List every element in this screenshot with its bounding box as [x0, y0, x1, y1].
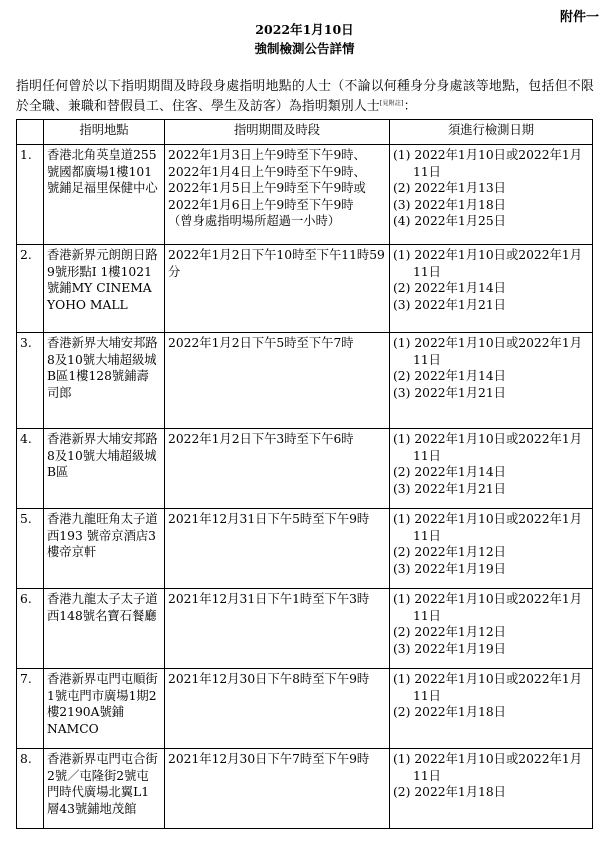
location-cell: 香港新界大埔安邦路8及10號大埔超級城B區1樓128號鋪壽司郎 — [44, 333, 165, 429]
period-cell — [165, 669, 390, 749]
period-line: 2022年1月2日下午5時至下午7時 — [168, 336, 354, 350]
test-date-item: (2) 2022年1月14日 — [393, 369, 506, 383]
testing-table — [16, 119, 593, 829]
test-date-item: (3) 2022年1月18日 — [393, 197, 506, 212]
test-date-item: (3) 2022年1月21日 — [393, 297, 506, 312]
header-test-dates: 須進行檢測日期 — [390, 120, 593, 145]
test-date-item: (3) 2022年1月21日 — [393, 481, 506, 496]
row-number: 7. — [17, 669, 44, 749]
test-dates-cell — [390, 245, 593, 333]
test-date-item: (1) 2022年1月10日或2022年1月11日 — [393, 672, 582, 703]
table-row — [17, 245, 593, 333]
table-row — [17, 333, 593, 429]
table-row — [17, 669, 593, 749]
period-line: 2022年1月2日下午3時至下午6時 — [168, 432, 354, 446]
period-line: （曾身處指明場所超過一小時） — [168, 214, 341, 228]
period-line: 2022年1月3日上午9時至下午9時、 — [168, 148, 366, 162]
annex-label: 附件一 — [559, 10, 599, 25]
period-cell — [165, 145, 390, 245]
period-cell — [165, 749, 390, 829]
test-date-item: (3) 2022年1月21日 — [393, 385, 506, 400]
test-dates-cell — [390, 749, 593, 829]
intro-text: 指明任何曾於以下指明期間及時段身處指明地點的人士（不論以何種身分身處該等地點，包括但不限於全職、兼職和替假員工、住客、學生及訪客）為指明類別人士 — [16, 79, 594, 114]
test-date-item: (3) 2022年1月19日 — [393, 641, 506, 656]
test-dates-cell — [390, 509, 593, 589]
row-number: 3. — [17, 333, 44, 429]
row-number: 4. — [17, 429, 44, 509]
location-cell: 香港新界屯門屯合街2號／屯隆街2號屯門時代廣場北翼L1層43號鋪地茂館 — [44, 749, 165, 829]
test-date-item: (1) 2022年1月10日或2022年1月11日 — [393, 148, 582, 179]
period-line: 2022年1月6日上午9時至下午9時 — [168, 197, 354, 212]
test-date-item: (1) 2022年1月10日或2022年1月11日 — [393, 432, 582, 463]
table-header-row — [17, 120, 593, 145]
row-number: 2. — [17, 245, 44, 333]
test-dates-cell — [390, 429, 593, 509]
header-number — [17, 120, 44, 145]
table-row — [17, 429, 593, 509]
period-cell — [165, 429, 390, 509]
test-date-item: (2) 2022年1月12日 — [393, 545, 506, 559]
test-date-item: (1) 2022年1月10日或2022年1月11日 — [393, 592, 582, 623]
period-line: 2022年1月2日下午10時至下午11時59分 — [168, 248, 385, 279]
test-dates-cell — [390, 589, 593, 669]
intro-end: ： — [403, 99, 417, 114]
period-line: 2022年1月5日上午9時至下午9時或 — [168, 181, 366, 195]
test-date-item: (2) 2022年1月12日 — [393, 625, 506, 639]
header-period: 指明期間及時段 — [165, 120, 390, 145]
test-date-item: (2) 2022年1月13日 — [393, 181, 506, 195]
table-row — [17, 749, 593, 829]
location-cell: 香港北角英皇道255號國都廣場1樓101號鋪足福里保健中心 — [44, 145, 165, 245]
period-cell — [165, 245, 390, 333]
location-cell: 香港新界大埔安邦路8及10號大埔超級城B區 — [44, 429, 165, 509]
intro-paragraph — [16, 77, 594, 117]
period-line: 2021年12月31日下午5時至下午9時 — [168, 512, 370, 526]
test-date-item: (2) 2022年1月14日 — [393, 465, 506, 479]
test-date-item: (4) 2022年1月25日 — [393, 214, 506, 228]
header-location: 指明地點 — [44, 120, 165, 145]
period-line: 2021年12月30日下午8時至下午9時 — [168, 672, 370, 686]
test-dates-cell — [390, 333, 593, 429]
intro-note: [見附註] — [379, 100, 404, 107]
period-cell — [165, 333, 390, 429]
location-cell: 香港新界屯門屯順街1號屯門市廣場1期2樓2190A號鋪NAMCO — [44, 669, 165, 749]
test-date-item: (1) 2022年1月10日或2022年1月11日 — [393, 752, 582, 783]
test-date-item: (3) 2022年1月19日 — [393, 561, 506, 576]
table-row — [17, 589, 593, 669]
test-date-item: (1) 2022年1月10日或2022年1月11日 — [393, 512, 582, 543]
row-number: 6. — [17, 589, 44, 669]
test-dates-cell — [390, 669, 593, 749]
test-date-item: (2) 2022年1月18日 — [393, 785, 506, 799]
location-cell: 香港新界元朗朗日路9號形點I 1樓1021號鋪MY CINEMA YOHO MALL — [44, 245, 165, 333]
period-cell — [165, 589, 390, 669]
location-cell: 香港九龍太子太子道西148號名寶石餐廳 — [44, 589, 165, 669]
table-body — [17, 145, 593, 829]
period-line: 2022年1月4日上午9時至下午9時、 — [168, 164, 366, 179]
period-cell — [165, 509, 390, 589]
test-date-item: (1) 2022年1月10日或2022年1月11日 — [393, 336, 582, 367]
page-title: 強制檢測公告詳情 — [254, 41, 355, 56]
test-date-item: (2) 2022年1月14日 — [393, 281, 506, 295]
period-line: 2021年12月30日下午7時至下午9時 — [168, 752, 370, 766]
location-cell: 香港九龍旺角太子道西193 號帝京酒店3樓帝京軒 — [44, 509, 165, 589]
row-number: 5. — [17, 509, 44, 589]
test-date-item: (1) 2022年1月10日或2022年1月11日 — [393, 248, 582, 279]
title-date: 2022年1月10日 — [255, 22, 354, 37]
row-number: 8. — [17, 749, 44, 829]
test-dates-cell — [390, 145, 593, 245]
period-line: 2021年12月31日下午1時至下午3時 — [168, 592, 370, 606]
table-row — [17, 509, 593, 589]
row-number: 1. — [17, 145, 44, 245]
test-date-item: (2) 2022年1月18日 — [393, 705, 506, 719]
table-row — [17, 145, 593, 245]
